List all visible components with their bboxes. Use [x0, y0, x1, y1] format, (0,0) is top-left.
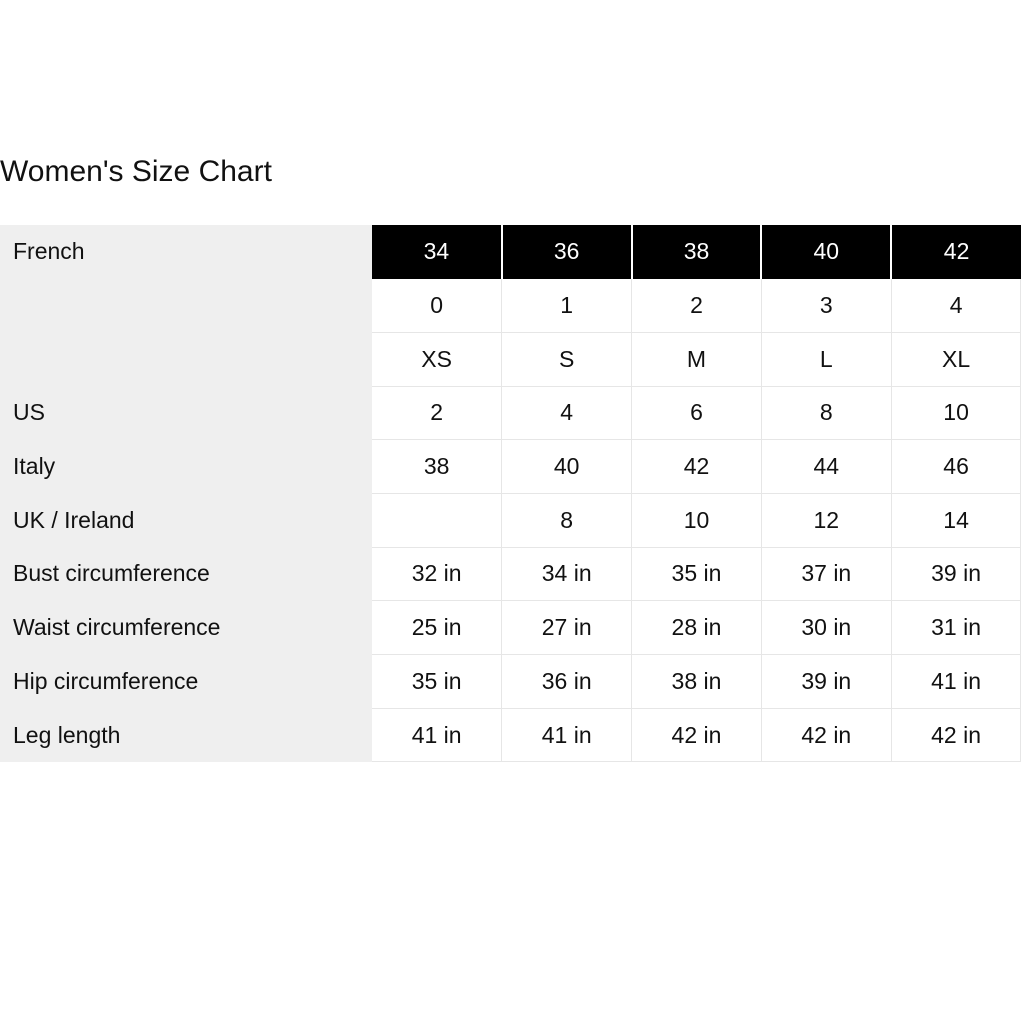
table-row-italy: [0, 440, 1021, 494]
table-cell: [372, 493, 502, 547]
table-cell: XS: [372, 332, 502, 386]
header-cell: 38: [632, 225, 762, 279]
row-label: Waist circumference: [0, 601, 372, 655]
table-cell: 32 in: [372, 547, 502, 601]
table-cell: 42 in: [632, 708, 762, 762]
table-cell: 38: [372, 440, 502, 494]
table-cell: L: [761, 332, 891, 386]
row-label: [0, 279, 372, 333]
table-cell: 35 in: [632, 547, 762, 601]
header-cell: 42: [891, 225, 1021, 279]
table-cell: 42 in: [761, 708, 891, 762]
table-cell: 8: [502, 493, 632, 547]
table-cell: 14: [891, 493, 1021, 547]
table-row-waist: [0, 601, 1021, 655]
table-row-leg-length: [0, 708, 1021, 762]
table-cell: 37 in: [761, 547, 891, 601]
table-cell: 36 in: [502, 655, 632, 709]
row-label: Bust circumference: [0, 547, 372, 601]
table-cell: 2: [372, 386, 502, 440]
table-cell: 46: [891, 440, 1021, 494]
header-cell: 36: [502, 225, 632, 279]
table-cell: XL: [891, 332, 1021, 386]
size-chart-table: [0, 225, 1021, 762]
table-cell: 12: [761, 493, 891, 547]
table-cell: 42: [632, 440, 762, 494]
table-cell: 10: [891, 386, 1021, 440]
table-cell: S: [502, 332, 632, 386]
table-cell: 41 in: [891, 655, 1021, 709]
table-row-us: [0, 386, 1021, 440]
table-cell: 35 in: [372, 655, 502, 709]
table-cell: 31 in: [891, 601, 1021, 655]
table-cell: 10: [632, 493, 762, 547]
table-cell: 0: [372, 279, 502, 333]
row-label: [0, 332, 372, 386]
table-cell: 41 in: [502, 708, 632, 762]
table-cell: 1: [502, 279, 632, 333]
table-cell: 3: [761, 279, 891, 333]
table-cell: 41 in: [372, 708, 502, 762]
table-cell: 42 in: [891, 708, 1021, 762]
row-label: Italy: [0, 440, 372, 494]
table-row-hip: [0, 655, 1021, 709]
table-row-uk-ireland: [0, 493, 1021, 547]
header-cell: 40: [761, 225, 891, 279]
table-cell: 30 in: [761, 601, 891, 655]
table-cell: 28 in: [632, 601, 762, 655]
row-label: Hip circumference: [0, 655, 372, 709]
table-row: [0, 279, 1021, 333]
table-cell: 27 in: [502, 601, 632, 655]
header-cell: 34: [372, 225, 502, 279]
table-cell: 39 in: [891, 547, 1021, 601]
table-cell: 4: [502, 386, 632, 440]
table-cell: 6: [632, 386, 762, 440]
table-cell: 38 in: [632, 655, 762, 709]
table-row-bust: [0, 547, 1021, 601]
page-title: Women's Size Chart: [0, 155, 272, 188]
table-cell: 25 in: [372, 601, 502, 655]
table-cell: 39 in: [761, 655, 891, 709]
table-cell: 8: [761, 386, 891, 440]
row-label: French: [0, 225, 372, 279]
table-row: [0, 332, 1021, 386]
table-cell: 4: [891, 279, 1021, 333]
row-label: UK / Ireland: [0, 493, 372, 547]
table-cell: 40: [502, 440, 632, 494]
table-cell: 44: [761, 440, 891, 494]
table-cell: 2: [632, 279, 762, 333]
table-row-french: [0, 225, 1021, 279]
table-cell: M: [632, 332, 762, 386]
table-cell: 34 in: [502, 547, 632, 601]
row-label: US: [0, 386, 372, 440]
row-label: Leg length: [0, 708, 372, 762]
